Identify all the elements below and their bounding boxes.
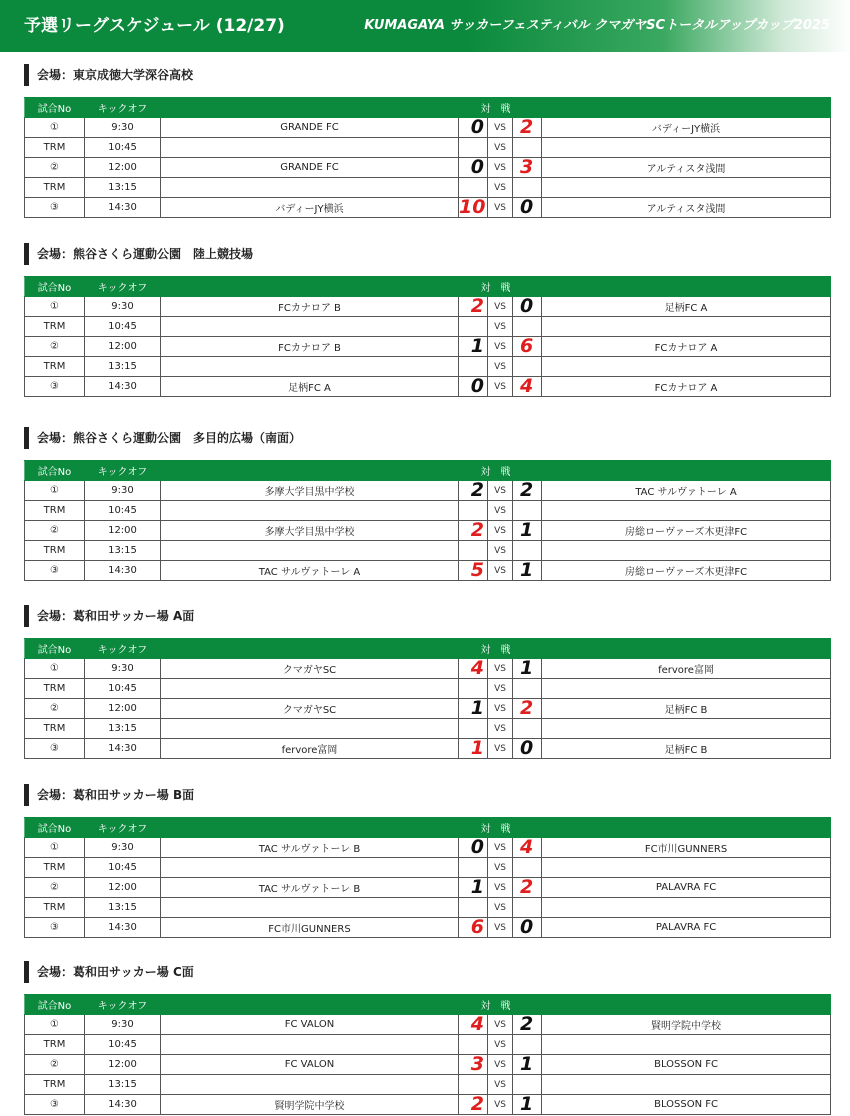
team-a: FCカナロア B — [161, 337, 459, 357]
table-row — [25, 1095, 831, 1115]
score-a — [459, 898, 488, 918]
match-no: TRM — [25, 719, 85, 739]
team-a: バディーJY横浜 — [161, 198, 459, 218]
header-match-no: 試合No — [25, 818, 85, 838]
vs-label: VS — [488, 1055, 513, 1075]
team-a: GRANDE FC — [161, 118, 459, 138]
score-b — [513, 679, 542, 699]
team-a — [161, 138, 459, 158]
team-b: 足柄FC B — [542, 739, 831, 759]
score-b: 1 — [513, 521, 542, 541]
match-no: ① — [25, 297, 85, 317]
header-match-no: 試合No — [25, 98, 85, 118]
table-row — [25, 1015, 831, 1035]
kickoff-time: 9:30 — [85, 118, 161, 138]
team-a — [161, 898, 459, 918]
table-row — [25, 659, 831, 679]
match-no: ③ — [25, 377, 85, 397]
venue-title — [24, 784, 194, 806]
score-a: 1 — [459, 337, 488, 357]
kickoff-time: 10:45 — [85, 138, 161, 158]
team-a: FC VALON — [161, 1055, 459, 1075]
score-a: 0 — [459, 377, 488, 397]
match-no: ① — [25, 838, 85, 858]
score-b: 1 — [513, 659, 542, 679]
score-a: 1 — [459, 699, 488, 719]
venue-title — [24, 427, 301, 449]
team-a — [161, 541, 459, 561]
team-a: FC VALON — [161, 1015, 459, 1035]
match-no: TRM — [25, 501, 85, 521]
table-row — [25, 297, 831, 317]
match-no: ③ — [25, 561, 85, 581]
team-a: クマガヤSC — [161, 659, 459, 679]
table-header-row — [25, 639, 831, 659]
table-header-row — [25, 98, 831, 118]
header-match: 対 戦 — [161, 818, 831, 838]
score-a: 5 — [459, 561, 488, 581]
kickoff-time: 10:45 — [85, 501, 161, 521]
team-b: PALAVRA FC — [542, 918, 831, 938]
table-row — [25, 679, 831, 699]
kickoff-time: 12:00 — [85, 158, 161, 178]
score-b — [513, 858, 542, 878]
team-b: TAC サルヴァトーレ A — [542, 481, 831, 501]
team-b: アルティスタ浅間 — [542, 198, 831, 218]
table-row — [25, 898, 831, 918]
score-a: 4 — [459, 659, 488, 679]
team-a — [161, 357, 459, 377]
header-match-no: 試合No — [25, 639, 85, 659]
header-kickoff: キックオフ — [85, 277, 161, 297]
vs-label: VS — [488, 158, 513, 178]
table-row — [25, 561, 831, 581]
kickoff-time: 9:30 — [85, 838, 161, 858]
match-no: TRM — [25, 898, 85, 918]
table-header-row — [25, 995, 831, 1015]
score-a: 2 — [459, 1095, 488, 1115]
kickoff-time: 10:45 — [85, 858, 161, 878]
match-no: TRM — [25, 541, 85, 561]
score-b: 6 — [513, 337, 542, 357]
table-row — [25, 878, 831, 898]
score-b — [513, 719, 542, 739]
kickoff-time: 13:15 — [85, 1075, 161, 1095]
vs-label: VS — [488, 118, 513, 138]
team-b — [542, 858, 831, 878]
team-b: PALAVRA FC — [542, 878, 831, 898]
team-a: TAC サルヴァトーレ B — [161, 838, 459, 858]
score-a: 3 — [459, 1055, 488, 1075]
score-b: 3 — [513, 158, 542, 178]
schedule-table — [24, 638, 831, 759]
table-row — [25, 377, 831, 397]
score-a: 0 — [459, 118, 488, 138]
kickoff-time: 13:15 — [85, 719, 161, 739]
score-b: 1 — [513, 1055, 542, 1075]
vs-label: VS — [488, 1015, 513, 1035]
schedule-table — [24, 97, 831, 218]
team-b: アルティスタ浅間 — [542, 158, 831, 178]
score-b: 0 — [513, 198, 542, 218]
team-b: fervore富岡 — [542, 659, 831, 679]
score-a — [459, 317, 488, 337]
table-row — [25, 739, 831, 759]
vs-label: VS — [488, 858, 513, 878]
header-match: 対 戦 — [161, 639, 831, 659]
kickoff-time: 13:15 — [85, 178, 161, 198]
match-no: ② — [25, 878, 85, 898]
vs-label: VS — [488, 659, 513, 679]
vs-label: VS — [488, 719, 513, 739]
kickoff-time: 12:00 — [85, 521, 161, 541]
team-a — [161, 719, 459, 739]
team-b: バディーJY横浜 — [542, 118, 831, 138]
vs-label: VS — [488, 521, 513, 541]
score-b — [513, 501, 542, 521]
header-kickoff: キックオフ — [85, 995, 161, 1015]
match-no: ① — [25, 1015, 85, 1035]
venue-name: 会場：東京成徳大学深谷高校 — [37, 68, 194, 82]
match-no: TRM — [25, 357, 85, 377]
vs-label: VS — [488, 178, 513, 198]
kickoff-time: 9:30 — [85, 1015, 161, 1035]
team-b — [542, 178, 831, 198]
venue-marker — [24, 427, 29, 449]
vs-label: VS — [488, 377, 513, 397]
table-row — [25, 719, 831, 739]
vs-label: VS — [488, 1035, 513, 1055]
score-b: 2 — [513, 699, 542, 719]
vs-label: VS — [488, 337, 513, 357]
table-row — [25, 699, 831, 719]
team-a: 多摩大学目黒中学校 — [161, 481, 459, 501]
score-a — [459, 541, 488, 561]
score-b: 2 — [513, 878, 542, 898]
match-no: TRM — [25, 858, 85, 878]
score-a: 1 — [459, 878, 488, 898]
team-b — [542, 1075, 831, 1095]
kickoff-time: 12:00 — [85, 1055, 161, 1075]
team-a: 賢明学院中学校 — [161, 1095, 459, 1115]
kickoff-time: 13:15 — [85, 357, 161, 377]
vs-label: VS — [488, 541, 513, 561]
team-b: BLOSSON FC — [542, 1095, 831, 1115]
header-match-no: 試合No — [25, 995, 85, 1015]
header-kickoff: キックオフ — [85, 98, 161, 118]
schedule-table — [24, 994, 831, 1115]
vs-label: VS — [488, 699, 513, 719]
table-header-row — [25, 818, 831, 838]
kickoff-time: 12:00 — [85, 337, 161, 357]
table-header-row — [25, 461, 831, 481]
team-b: FCカナロア A — [542, 337, 831, 357]
header-match-no: 試合No — [25, 277, 85, 297]
vs-label: VS — [488, 357, 513, 377]
score-a: 1 — [459, 739, 488, 759]
venue-name: 会場：葛和田サッカー場 A面 — [37, 609, 195, 623]
kickoff-time: 12:00 — [85, 699, 161, 719]
team-a: クマガヤSC — [161, 699, 459, 719]
score-b: 0 — [513, 297, 542, 317]
vs-label: VS — [488, 679, 513, 699]
score-b: 1 — [513, 1095, 542, 1115]
vs-label: VS — [488, 317, 513, 337]
team-a — [161, 178, 459, 198]
kickoff-time: 10:45 — [85, 317, 161, 337]
vs-label: VS — [488, 198, 513, 218]
kickoff-time: 14:30 — [85, 198, 161, 218]
schedule-table — [24, 817, 831, 938]
table-row — [25, 541, 831, 561]
page-title: 予選リーグスケジュール (12/27) — [24, 16, 285, 36]
team-a: FCカナロア B — [161, 297, 459, 317]
score-b — [513, 1075, 542, 1095]
page-header — [0, 0, 850, 52]
header-kickoff: キックオフ — [85, 818, 161, 838]
score-b — [513, 1035, 542, 1055]
kickoff-time: 10:45 — [85, 1035, 161, 1055]
venue-name: 会場：葛和田サッカー場 C面 — [37, 965, 194, 979]
header-kickoff: キックオフ — [85, 639, 161, 659]
team-b: BLOSSON FC — [542, 1055, 831, 1075]
table-row — [25, 918, 831, 938]
team-b: 房総ローヴァーズ木更津FC — [542, 521, 831, 541]
team-a: TAC サルヴァトーレ A — [161, 561, 459, 581]
match-no: ② — [25, 337, 85, 357]
team-b — [542, 1035, 831, 1055]
score-b — [513, 541, 542, 561]
venue-title — [24, 961, 194, 983]
venue-name: 会場：熊谷さくら運動公園 多目的広場（南面） — [37, 431, 302, 445]
table-row — [25, 198, 831, 218]
score-b: 2 — [513, 481, 542, 501]
team-a — [161, 1075, 459, 1095]
team-a: fervore富岡 — [161, 739, 459, 759]
score-a — [459, 357, 488, 377]
vs-label: VS — [488, 561, 513, 581]
table-row — [25, 838, 831, 858]
score-b: 2 — [513, 118, 542, 138]
kickoff-time: 14:30 — [85, 918, 161, 938]
match-no: ③ — [25, 198, 85, 218]
match-no: ② — [25, 1055, 85, 1075]
venue-marker — [24, 243, 29, 265]
score-a — [459, 1075, 488, 1095]
team-b: 足柄FC B — [542, 699, 831, 719]
kickoff-time: 13:15 — [85, 541, 161, 561]
table-header-row — [25, 277, 831, 297]
venue-name: 会場：葛和田サッカー場 B面 — [37, 788, 195, 802]
kickoff-time: 14:30 — [85, 739, 161, 759]
match-no: ③ — [25, 918, 85, 938]
kickoff-time: 9:30 — [85, 297, 161, 317]
match-no: ③ — [25, 739, 85, 759]
score-b: 1 — [513, 561, 542, 581]
vs-label: VS — [488, 1095, 513, 1115]
score-a — [459, 1035, 488, 1055]
table-row — [25, 1075, 831, 1095]
kickoff-time: 9:30 — [85, 481, 161, 501]
score-a — [459, 679, 488, 699]
team-a — [161, 858, 459, 878]
kickoff-time: 9:30 — [85, 659, 161, 679]
venue-title — [24, 64, 193, 86]
match-no: ③ — [25, 1095, 85, 1115]
table-row — [25, 1035, 831, 1055]
venue-marker — [24, 64, 29, 86]
team-b — [542, 357, 831, 377]
team-b: 足柄FC A — [542, 297, 831, 317]
header-match: 対 戦 — [161, 277, 831, 297]
table-row — [25, 317, 831, 337]
score-a — [459, 858, 488, 878]
team-a — [161, 679, 459, 699]
vs-label: VS — [488, 739, 513, 759]
team-b — [542, 317, 831, 337]
team-a: TAC サルヴァトーレ B — [161, 878, 459, 898]
team-a — [161, 317, 459, 337]
table-row — [25, 158, 831, 178]
score-a — [459, 178, 488, 198]
table-row — [25, 501, 831, 521]
table-row — [25, 858, 831, 878]
venue-marker — [24, 784, 29, 806]
table-row — [25, 337, 831, 357]
match-no: TRM — [25, 178, 85, 198]
header-kickoff: キックオフ — [85, 461, 161, 481]
kickoff-time: 13:15 — [85, 898, 161, 918]
match-no: ② — [25, 699, 85, 719]
team-b: 房総ローヴァーズ木更津FC — [542, 561, 831, 581]
vs-label: VS — [488, 501, 513, 521]
vs-label: VS — [488, 878, 513, 898]
score-a: 6 — [459, 918, 488, 938]
match-no: TRM — [25, 138, 85, 158]
match-no: TRM — [25, 679, 85, 699]
score-b — [513, 317, 542, 337]
team-a — [161, 1035, 459, 1055]
match-no: TRM — [25, 317, 85, 337]
vs-label: VS — [488, 1075, 513, 1095]
score-a: 10 — [459, 198, 488, 218]
match-no: TRM — [25, 1035, 85, 1055]
team-b: 賢明学院中学校 — [542, 1015, 831, 1035]
venue-title — [24, 605, 194, 627]
score-a: 2 — [459, 521, 488, 541]
header-match: 対 戦 — [161, 995, 831, 1015]
match-no: ① — [25, 118, 85, 138]
match-no: ① — [25, 659, 85, 679]
team-a — [161, 501, 459, 521]
score-a — [459, 501, 488, 521]
table-row — [25, 357, 831, 377]
score-a: 2 — [459, 297, 488, 317]
kickoff-time: 14:30 — [85, 377, 161, 397]
score-a: 2 — [459, 481, 488, 501]
team-b — [542, 719, 831, 739]
vs-label: VS — [488, 838, 513, 858]
score-b — [513, 138, 542, 158]
score-a — [459, 719, 488, 739]
table-row — [25, 178, 831, 198]
schedule-table — [24, 276, 831, 397]
kickoff-time: 12:00 — [85, 878, 161, 898]
team-b — [542, 541, 831, 561]
score-a — [459, 138, 488, 158]
score-a: 0 — [459, 158, 488, 178]
table-row — [25, 521, 831, 541]
vs-label: VS — [488, 898, 513, 918]
match-no: TRM — [25, 1075, 85, 1095]
score-b: 4 — [513, 377, 542, 397]
venue-marker — [24, 961, 29, 983]
score-b: 0 — [513, 918, 542, 938]
score-b — [513, 898, 542, 918]
match-no: ② — [25, 521, 85, 541]
table-row — [25, 138, 831, 158]
score-b — [513, 357, 542, 377]
match-no: ② — [25, 158, 85, 178]
team-a: 多摩大学目黒中学校 — [161, 521, 459, 541]
kickoff-time: 14:30 — [85, 1095, 161, 1115]
match-no: ① — [25, 481, 85, 501]
score-b — [513, 178, 542, 198]
vs-label: VS — [488, 481, 513, 501]
team-b — [542, 138, 831, 158]
venue-marker — [24, 605, 29, 627]
team-a: GRANDE FC — [161, 158, 459, 178]
kickoff-time: 14:30 — [85, 561, 161, 581]
team-b — [542, 501, 831, 521]
table-row — [25, 481, 831, 501]
vs-label: VS — [488, 297, 513, 317]
header-match-no: 試合No — [25, 461, 85, 481]
team-b: FC市川GUNNERS — [542, 838, 831, 858]
table-row — [25, 1055, 831, 1075]
event-name: KUMAGAYA サッカーフェスティバル クマガヤSCトータルアップカップ2025 — [364, 18, 830, 33]
vs-label: VS — [488, 138, 513, 158]
score-a: 0 — [459, 838, 488, 858]
score-b: 2 — [513, 1015, 542, 1035]
table-row — [25, 118, 831, 138]
header-match: 対 戦 — [161, 98, 831, 118]
team-b — [542, 679, 831, 699]
kickoff-time: 10:45 — [85, 679, 161, 699]
vs-label: VS — [488, 918, 513, 938]
score-a: 4 — [459, 1015, 488, 1035]
score-b: 4 — [513, 838, 542, 858]
team-a: FC市川GUNNERS — [161, 918, 459, 938]
schedule-table — [24, 460, 831, 581]
team-a: 足柄FC A — [161, 377, 459, 397]
team-b — [542, 898, 831, 918]
score-b: 0 — [513, 739, 542, 759]
team-b: FCカナロア A — [542, 377, 831, 397]
venue-name: 会場：熊谷さくら運動公園 陸上競技場 — [37, 247, 254, 261]
header-match: 対 戦 — [161, 461, 831, 481]
venue-title — [24, 243, 253, 265]
